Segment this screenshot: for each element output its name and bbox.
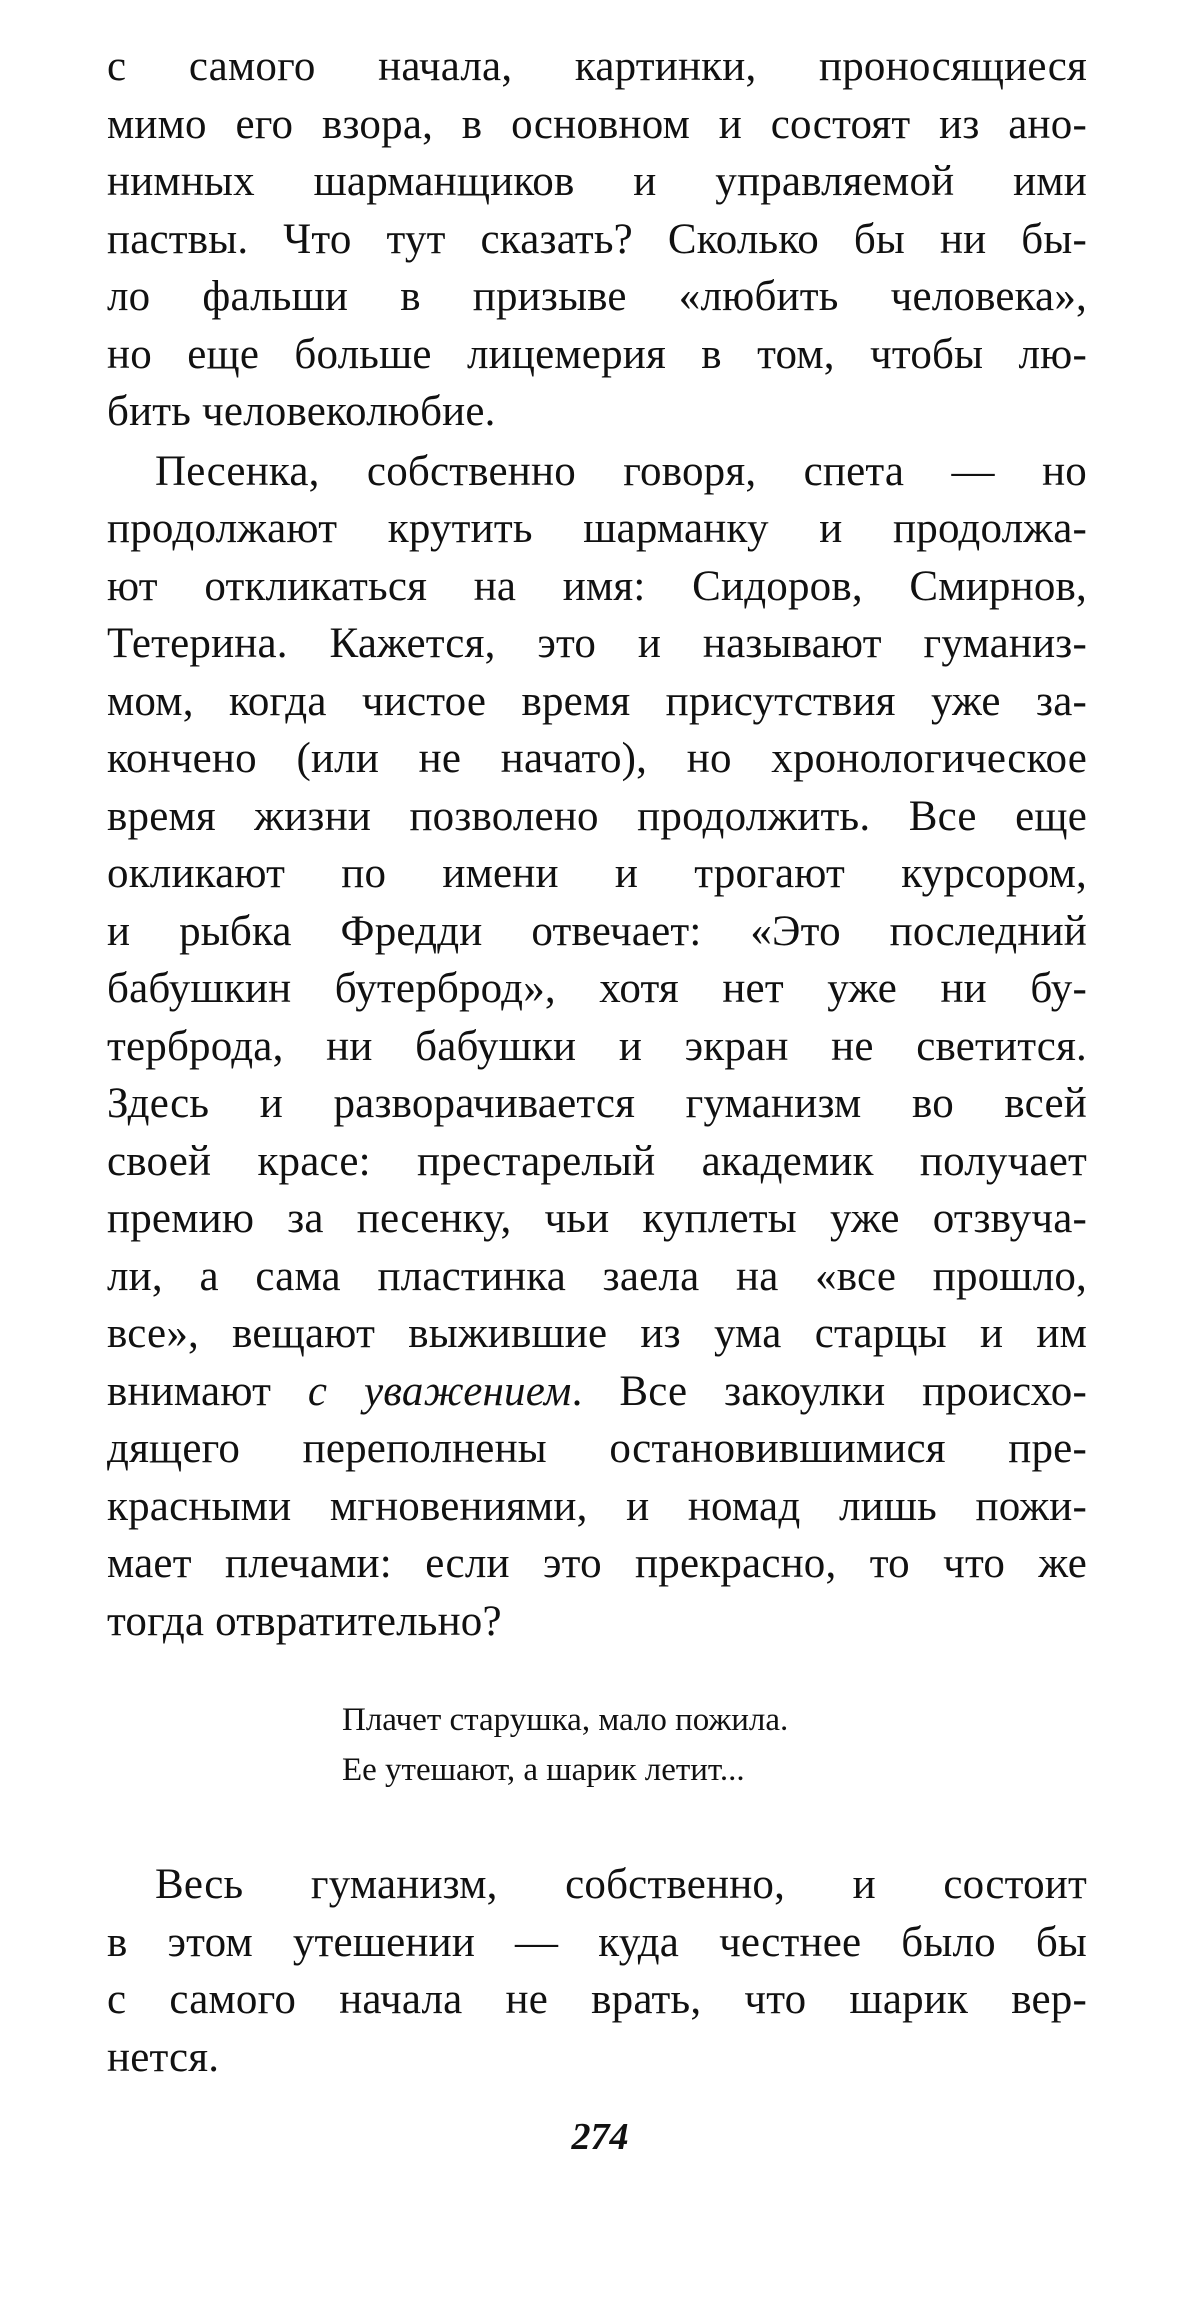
text-line: ло фальши в призыве «любить человека», (107, 273, 1087, 320)
text-line: паствы. Что тут сказать? Сколько бы ни бы- (107, 215, 1087, 263)
text-line: мает плечами: если это прекрасно, то что же (107, 1540, 1087, 1587)
text-line: ют откликаться на имя: Сидоров, Смирнов, (107, 562, 1087, 610)
text-line: нимных шарманщиков и управляемой ими (107, 158, 1087, 205)
text-line: ли, а сама пластинка заела на «все прошло, (107, 1252, 1087, 1300)
text-line: Песенка, собственно говоря, спета — но (155, 447, 1087, 495)
text-line: время жизни позволено продолжить. Все еще (107, 792, 1087, 840)
verse-quote (342, 1695, 1062, 1795)
emphasized-phrase: с уважением (307, 1367, 572, 1415)
text-line: дящего переполнены остановившимися пре- (107, 1425, 1087, 1472)
text-line: бить человеколюбие. (107, 388, 496, 435)
verse-line: Плачет старушка, мало пожила. (342, 1702, 789, 1738)
text-line: Тетерина. Кажется, это и называют гуманиз- (107, 620, 1087, 667)
verse-line: Ее утешают, а шарик летит... (342, 1752, 745, 1788)
text-line: нется. (107, 2033, 220, 2081)
text-line: окликают по имени и трогают курсором, (107, 850, 1087, 897)
text-line: мимо его взора, в основном и состоят из ано- (107, 100, 1087, 148)
text-line: с самого начала, картинки, проносящиеся (107, 43, 1087, 90)
text-line: своей красе: престарелый академик получает (107, 1137, 1087, 1185)
body-text (107, 38, 1087, 1650)
text-line: все», вещают выжившие из ума старцы и им (107, 1310, 1087, 1357)
text-line: в этом утешении — куда честнее было бы (107, 1918, 1087, 1966)
text-line: продолжают крутить шарманку и продолжа- (107, 505, 1087, 552)
text-line: Весь гуманизм, собственно, и состоит (155, 1861, 1087, 1908)
text-line: с самого начала не врать, что шарик вер- (107, 1976, 1087, 2023)
text-line: но еще больше лицемерия в том, чтобы лю- (107, 330, 1087, 378)
text-line: Здесь и разворачивается гуманизм во всей (107, 1080, 1087, 1127)
text-line: мом, когда чистое время присутствия уже за- (107, 677, 1087, 725)
text-line: и рыбка Фредди отвечает: «Это последний (107, 907, 1087, 955)
text-line-with-emphasis (107, 1363, 1087, 1421)
paragraph-3 (107, 1856, 1087, 2086)
page-number: 274 (571, 2116, 629, 2158)
text-line: тогда отвратительно? (107, 1597, 502, 1645)
text-line: кончено (или не начато), но хронологическое (107, 735, 1087, 782)
text-line: терброда, ни бабушки и экран не светится. (107, 1022, 1087, 1070)
text-segment: внимают (107, 1367, 308, 1415)
paragraph-1 (107, 38, 1087, 441)
text-line: бабушкин бутерброд», хотя нет уже ни бу- (107, 965, 1087, 1012)
text-segment: . Все закоулки происхо- (571, 1367, 1087, 1415)
text-line: премию за песенку, чьи куплеты уже отзвуча- (107, 1195, 1087, 1242)
paragraph-2 (107, 443, 1087, 1651)
text-line: красными мгновениями, и номад лишь пожи- (107, 1482, 1087, 1530)
